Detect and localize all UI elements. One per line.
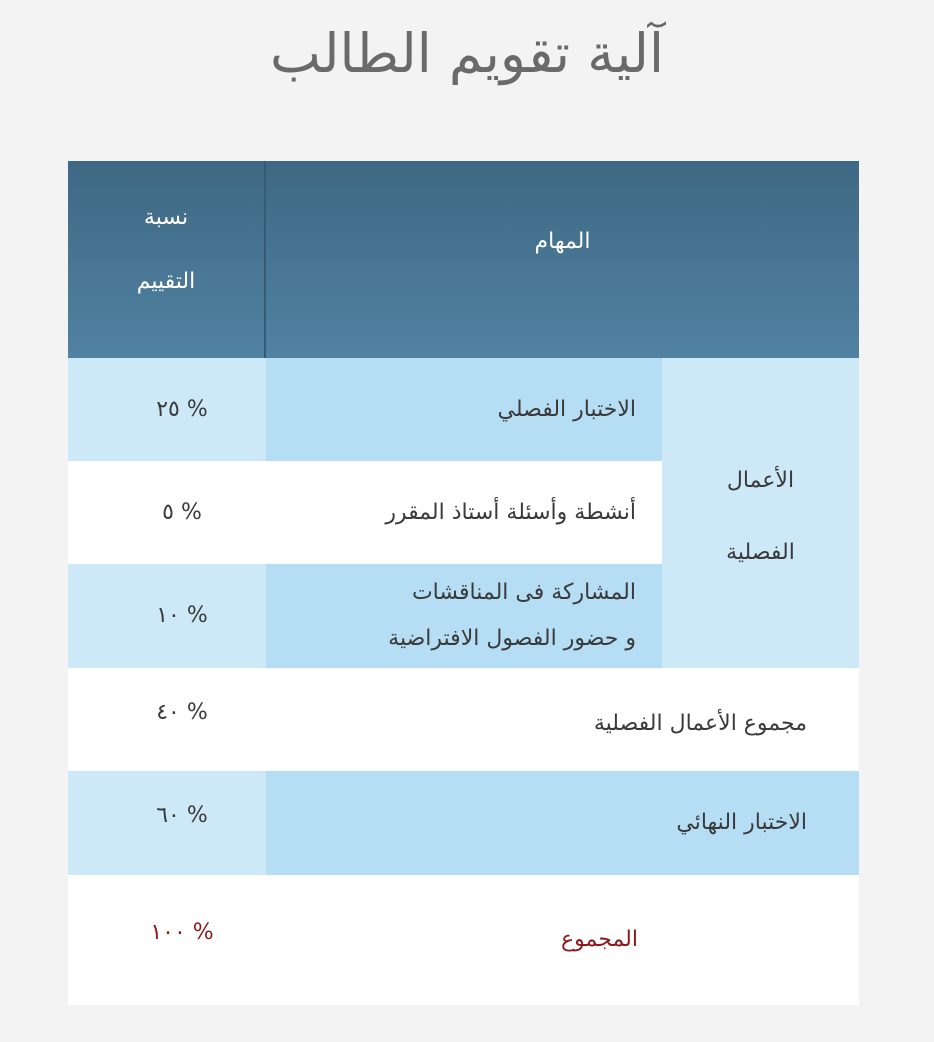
coursework-group-cell [662, 358, 859, 668]
header-percentage [68, 161, 266, 358]
evaluation-table [68, 161, 859, 1005]
total-percentage: ١٠٠ % [68, 875, 266, 1005]
coursework-total-percentage: ٤٠ % [68, 668, 266, 771]
participation-percentage: ١٠ % [68, 564, 266, 668]
activities-percentage: ٥ % [68, 461, 266, 564]
participation-task [266, 564, 662, 668]
header-percentage-line2: التقييم [136, 268, 196, 294]
participation-task-line1: المشاركة فى المناقشات [411, 580, 636, 605]
coursework-group-line2: الفصلية [726, 540, 795, 565]
midterm-percentage: ٢٥ % [68, 358, 266, 461]
coursework-group-line1: الأعمال [726, 468, 795, 493]
header-tasks: المهام [266, 161, 859, 358]
page-title: آلية تقويم الطالب [270, 22, 664, 85]
final-exam-label: الاختبار النهائي [266, 771, 859, 875]
coursework-total-label: مجموع الأعمال الفصلية [266, 668, 859, 771]
final-exam-percentage: ٦٠ % [68, 771, 266, 875]
total-empty-cell [662, 875, 859, 1005]
header-percentage-line1: نسبة [143, 204, 189, 230]
participation-task-line2: و حضور الفصول الافتراضية [388, 626, 636, 651]
activities-task: أنشطة وأسئلة أستاذ المقرر [266, 461, 662, 564]
total-label: المجموع [266, 875, 662, 1005]
midterm-task: الاختبار الفصلي [266, 358, 662, 461]
